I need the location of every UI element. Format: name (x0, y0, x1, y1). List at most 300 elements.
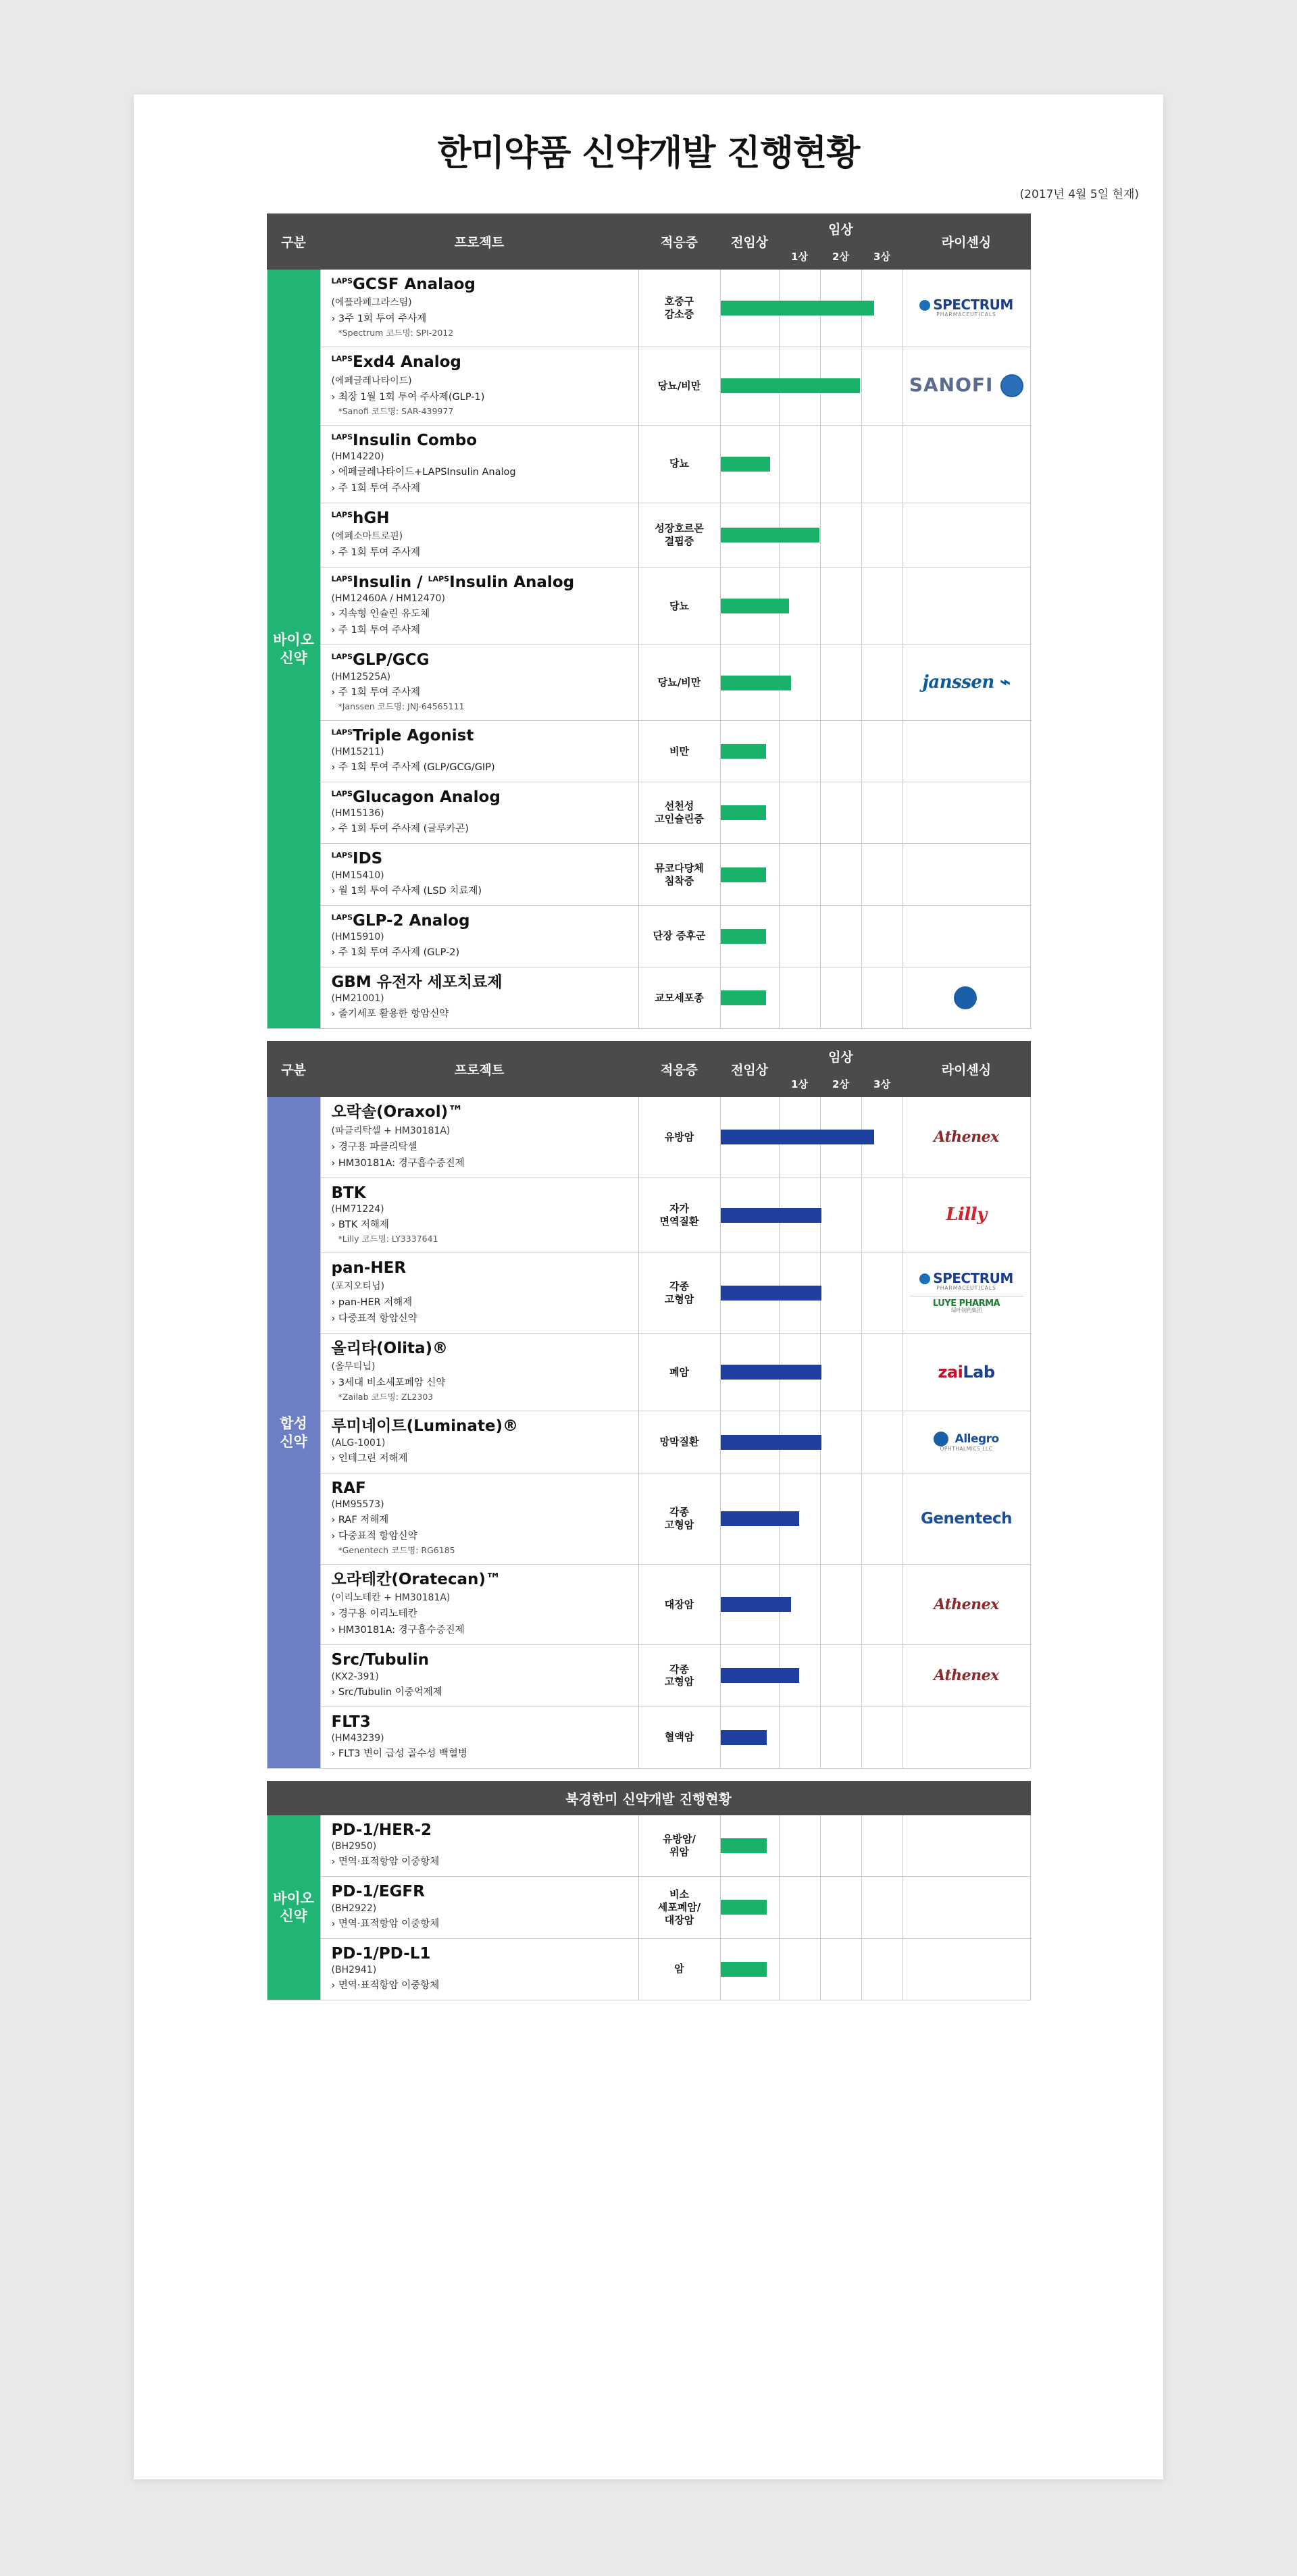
progress-bar (721, 1435, 821, 1450)
phase3-cell (861, 567, 902, 645)
project-note: *Janssen 코드명: JNJ-64565111 (338, 701, 465, 711)
project-detail: › 면역·표적항암 이중항체 (331, 1979, 440, 1991)
project-cell (320, 1411, 638, 1473)
preclinical-cell (720, 1815, 779, 1876)
preclinical-cell (720, 1411, 779, 1473)
project-cell (320, 1253, 638, 1333)
phase3-cell (861, 1334, 902, 1411)
project-prefix: LAPS (331, 510, 353, 520)
project-name: GBM 유전자 세포치료제 (331, 973, 503, 991)
phase1-cell (779, 844, 820, 905)
phase3-cell (861, 844, 902, 905)
indication-cell: 각종 고형암 (638, 1253, 720, 1333)
project-code: (HM14220) (331, 451, 384, 462)
preclinical-cell (720, 1707, 779, 1768)
project-cell (320, 1815, 638, 1876)
project-code: (KX2-391) (331, 1671, 379, 1682)
license-cell (902, 1938, 1030, 2000)
project-code: (BH2950) (331, 1841, 377, 1852)
progress-bar (721, 457, 770, 472)
indication-cell: 당뇨 (638, 567, 720, 645)
phase2-cell (820, 1473, 861, 1564)
project-code: (에플라페그라스팀) (331, 297, 412, 309)
project-detail: › 에페글레나타이드+LAPSInsulin Analog (331, 466, 516, 478)
logo-luye-pharma: LUYE PHARMA 绿叶制药集团 (932, 1298, 1000, 1314)
license-cell (902, 1097, 1030, 1178)
logo-spectrum: SPECTRUM PHARMACEUTICALS (919, 298, 1013, 318)
project-name: PD-1/HER-2 (331, 1821, 432, 1839)
project-note: *Genentech 코드명: RG6185 (338, 1545, 455, 1556)
project-name: $^{LAPS}$GLP/GCG (331, 651, 430, 670)
phase2-cell (820, 1411, 861, 1473)
progress-bar (721, 1511, 799, 1526)
table-row[interactable] (267, 567, 1030, 645)
project-name: BTK (331, 1184, 366, 1202)
phase3-cell (861, 1707, 902, 1768)
title-block (134, 95, 1163, 175)
progress-bar (721, 1900, 767, 1915)
table-row[interactable] (267, 905, 1030, 967)
table-row[interactable] (267, 782, 1030, 844)
table-row[interactable] (267, 967, 1030, 1028)
col-project: 프로젝트 (320, 1042, 638, 1097)
progress-bar (721, 1365, 821, 1380)
project-code: (HM15910) (331, 931, 384, 942)
project-cell (320, 905, 638, 967)
progress-bar (721, 805, 766, 820)
table-row[interactable] (267, 1707, 1030, 1768)
progress-bar (721, 929, 766, 944)
project-name: Src/Tubulin (331, 1651, 429, 1669)
phase3-cell (861, 1253, 902, 1333)
project-cell (320, 270, 638, 347)
phase2-cell (820, 844, 861, 905)
as-of-date: (2017년 4월 5일 현재) (1019, 188, 1139, 201)
project-code: (HM12525A) (331, 671, 391, 682)
preclinical-cell (720, 567, 779, 645)
project-cell (320, 425, 638, 503)
phase2-cell (820, 720, 861, 782)
project-code: (올무티닙) (331, 1361, 376, 1373)
col-license: 라이센싱 (902, 214, 1030, 270)
phase3-cell (861, 1178, 902, 1253)
logo-athenex: Athenex (934, 1128, 999, 1146)
col-preclinical: 전임상 (720, 1042, 779, 1097)
project-detail: › 최장 1월 1회 투여 주사제(GLP-1) (331, 391, 485, 403)
project-name: pan-HER (331, 1259, 407, 1277)
project-detail: › 다중표적 항암신약 (331, 1531, 417, 1542)
table-row[interactable] (267, 1253, 1030, 1333)
phase2-cell (820, 503, 861, 567)
project-code: (HM43239) (331, 1732, 384, 1744)
phase2-cell (820, 1877, 861, 1938)
col-clinical: 임상 (779, 1042, 902, 1071)
project-detail: › 면역·표적항암 이중항체 (331, 1918, 440, 1929)
preclinical-cell (720, 782, 779, 844)
project-prefix: LAPS (331, 354, 353, 363)
indication-cell: 유방암 (638, 1097, 720, 1178)
project-name: $^{LAPS}$Exd4 Analog (331, 353, 461, 372)
project-code: (에페소마트로핀) (331, 531, 403, 542)
progress-bar (721, 1838, 767, 1853)
indication-cell: 자가 면역질환 (638, 1178, 720, 1253)
spectrum-mark-icon (919, 1273, 930, 1284)
project-prefix: LAPS (331, 851, 353, 860)
project-cell (320, 503, 638, 567)
progress-bar (721, 599, 789, 613)
preclinical-cell (720, 1473, 779, 1564)
project-cell (320, 1707, 638, 1768)
logo-genentech: Genentech (921, 1509, 1012, 1527)
phase1-cell (779, 1815, 820, 1876)
table-row[interactable] (267, 1815, 1030, 1876)
project-name: 루미네이트(Luminate)® (331, 1417, 518, 1436)
project-note: *Spectrum 코드명: SPI-2012 (338, 328, 454, 338)
project-prefix: LAPS (331, 913, 353, 922)
logo-spectrum: SPECTRUM PHARMACEUTICALS (919, 1271, 1013, 1291)
indication-cell: 유방암/ 위암 (638, 1815, 720, 1876)
phase3-cell (861, 503, 902, 567)
preclinical-cell (720, 844, 779, 905)
phase3-cell (861, 425, 902, 503)
logo-sanofi: SANOFI (909, 374, 1023, 397)
report-sheet (134, 95, 1163, 2479)
logo-lilly: Lilly (946, 1205, 987, 1226)
project-name: FLT3 (331, 1713, 371, 1731)
table-row[interactable] (267, 1411, 1030, 1473)
project-name: $^{LAPS}$hGH (331, 509, 390, 527)
project-detail: › BTK 저해제 (331, 1219, 389, 1230)
phase3-cell (861, 720, 902, 782)
phase3-cell (861, 1565, 902, 1645)
license-cell (902, 1645, 1030, 1707)
phase2-cell (820, 567, 861, 645)
logo-zai-lab: zaiLab (938, 1362, 995, 1382)
project-detail: › HM30181A: 경구흡수증진제 (331, 1157, 465, 1169)
col-category: 구분 (267, 1042, 320, 1097)
project-cell (320, 1877, 638, 1938)
phase2-cell (820, 967, 861, 1028)
table-header-row (267, 214, 1030, 244)
license-cell (902, 782, 1030, 844)
project-code: (이리노테칸 + HM30181A) (331, 1592, 451, 1604)
col-license: 라이센싱 (902, 1042, 1030, 1097)
col-project: 프로젝트 (320, 214, 638, 270)
phase1-cell (779, 720, 820, 782)
project-cell (320, 1178, 638, 1253)
phase3-cell (861, 782, 902, 844)
logo-athenex: Athenex (934, 1595, 999, 1613)
project-cell (320, 782, 638, 844)
col-preclinical: 전임상 (720, 214, 779, 270)
phase3-cell (861, 1411, 902, 1473)
phase2-cell (820, 1565, 861, 1645)
phase2-cell (820, 1938, 861, 2000)
project-detail: › FLT3 변이 급성 골수성 백혈병 (331, 1748, 467, 1759)
project-detail: › 다중표적 항암신약 (331, 1313, 417, 1325)
project-code: (HM21001) (331, 993, 384, 1005)
project-prefix: LAPS (331, 652, 353, 661)
preclinical-cell (720, 645, 779, 720)
phase1-cell (779, 1938, 820, 2000)
project-detail: › 경구용 이리노테칸 (331, 1609, 417, 1620)
project-code: (파클리탁셀 + HM30181A) (331, 1125, 451, 1136)
col-phase1: 1상 (779, 244, 820, 270)
license-cell (902, 1815, 1030, 1876)
col-category: 구분 (267, 214, 320, 270)
license-cell (902, 425, 1030, 503)
project-name: PD-1/PD-L1 (331, 1944, 431, 1963)
indication-cell: 혈액암 (638, 1707, 720, 1768)
allegro-mark-icon (934, 1432, 948, 1446)
progress-bar (721, 1962, 767, 1977)
project-code: (HM15136) (331, 808, 384, 819)
phase1-cell (779, 1877, 820, 1938)
progress-table (267, 1041, 1031, 1769)
project-code: (HM15410) (331, 869, 384, 881)
progress-bar (721, 1130, 874, 1144)
phase1-cell (779, 425, 820, 503)
progress-bar (721, 378, 860, 393)
project-code: (에페글레나타이드) (331, 375, 412, 386)
table-row[interactable] (267, 347, 1030, 425)
license-cell (902, 844, 1030, 905)
project-detail: › 줄기세포 활용한 항암신약 (331, 1009, 449, 1020)
table-row[interactable] (267, 1097, 1030, 1178)
project-name: RAF (331, 1479, 366, 1497)
project-detail: › 경구용 파클리탁셀 (331, 1141, 417, 1153)
phase3-cell (861, 1877, 902, 1938)
indication-cell: 성장호르몬 결핍증 (638, 503, 720, 567)
indication-cell: 대장암 (638, 1565, 720, 1645)
table-row[interactable] (267, 425, 1030, 503)
table-row[interactable] (267, 1178, 1030, 1253)
project-code: (HM15211) (331, 747, 384, 758)
progress-table (267, 1781, 1031, 2000)
license-cell (902, 1178, 1030, 1253)
table-row[interactable] (267, 270, 1030, 347)
indication-cell: 각종 고형암 (638, 1645, 720, 1707)
beijing-section (134, 1781, 1163, 2000)
phase1-cell (779, 967, 820, 1028)
table-row[interactable] (267, 1645, 1030, 1707)
phase2-cell (820, 782, 861, 844)
project-name: $^{LAPS}$Insulin Combo (331, 431, 478, 449)
license-cell (902, 1253, 1030, 1333)
project-detail: › 주 1회 투여 주사제 (331, 686, 421, 698)
license-cell (902, 567, 1030, 645)
project-code: (HM95573) (331, 1499, 384, 1511)
project-detail: › 주 1회 투여 주사제 (글루카곤) (331, 824, 469, 835)
preclinical-cell (720, 1645, 779, 1707)
project-detail: › RAF 저해제 (331, 1515, 389, 1526)
preclinical-cell (720, 1097, 779, 1178)
license-cell (902, 1334, 1030, 1411)
license-cell (902, 1707, 1030, 1768)
project-prefix: LAPS (331, 574, 353, 584)
project-detail: › pan-HER 저해제 (331, 1297, 413, 1309)
project-note: *Lilly 코드명: LY3337641 (338, 1233, 438, 1244)
preclinical-cell (720, 1178, 779, 1253)
project-prefix: LAPS (331, 276, 353, 286)
partner-seal-icon (954, 986, 977, 1009)
phase2-cell (820, 1707, 861, 1768)
progress-bar (721, 528, 819, 542)
project-cell (320, 1473, 638, 1564)
table-header-row (267, 1042, 1030, 1071)
phase2-cell (820, 1253, 861, 1333)
project-name: $^{LAPS}$Insulin / $^{LAPS}$Insulin Analog (331, 574, 575, 592)
phase3-cell (861, 967, 902, 1028)
section-title: 북경한미 신약개발 진행현황 (267, 1781, 1030, 1815)
sanofi-mark-icon (1000, 374, 1023, 397)
project-prefix: LAPS (331, 789, 353, 799)
category-cell: 바이오 신약 (267, 270, 320, 1029)
project-note: *Zailab 코드명: ZL2303 (338, 1392, 434, 1403)
indication-cell: 비소 세포폐암/ 대장암 (638, 1877, 720, 1938)
project-code: (HM12460A / HM12470) (331, 593, 445, 605)
project-name: PD-1/EGFR (331, 1883, 425, 1901)
col-clinical: 임상 (779, 214, 902, 244)
license-cell (902, 1473, 1030, 1564)
phase3-cell (861, 905, 902, 967)
table-row[interactable] (267, 503, 1030, 567)
preclinical-cell (720, 905, 779, 967)
project-detail: › 3주 1회 투여 주사제 (331, 313, 427, 325)
col-indication: 적응증 (638, 1042, 720, 1097)
table-row[interactable] (267, 1473, 1030, 1564)
category-cell: 합성 신약 (267, 1097, 320, 1769)
category-cell: 바이오 신약 (267, 1815, 320, 2000)
project-cell (320, 1938, 638, 2000)
project-cell (320, 347, 638, 425)
project-name: 오라테칸(Oratecan)™ (331, 1571, 501, 1589)
phase3-cell (861, 1473, 902, 1564)
logo-janssen: janssen ⌁ (922, 672, 1011, 692)
license-cell (902, 720, 1030, 782)
preclinical-cell (720, 720, 779, 782)
project-detail: › 지속형 인슐린 유도체 (331, 609, 430, 620)
license-cell (902, 503, 1030, 567)
logo-gbm-partner (954, 986, 980, 1009)
progress-bar (721, 1668, 799, 1683)
indication-cell: 당뇨/비만 (638, 645, 720, 720)
project-cell (320, 1645, 638, 1707)
indication-cell: 당뇨 (638, 425, 720, 503)
phase3-cell (861, 1815, 902, 1876)
indication-cell: 호중구 감소증 (638, 270, 720, 347)
license-cell (902, 967, 1030, 1028)
project-name: $^{LAPS}$Glucagon Analog (331, 788, 501, 807)
phase1-cell (779, 905, 820, 967)
preclinical-cell (720, 270, 779, 347)
col-phase3: 3상 (861, 1071, 902, 1097)
bio-section (134, 213, 1163, 1029)
phase3-cell (861, 347, 902, 425)
project-detail: › 주 1회 투여 주사제 (331, 625, 421, 636)
table-row[interactable] (267, 844, 1030, 905)
col-phase2: 2상 (820, 1071, 861, 1097)
phase2-cell (820, 905, 861, 967)
col-phase3: 3상 (861, 244, 902, 270)
phase1-cell (779, 1707, 820, 1768)
preclinical-cell (720, 967, 779, 1028)
table-row[interactable] (267, 720, 1030, 782)
license-cell (902, 1411, 1030, 1473)
project-name: $^{LAPS}$Triple Agonist (331, 726, 474, 744)
progress-bar (721, 1597, 791, 1612)
progress-bar (721, 990, 766, 1005)
col-phase1: 1상 (779, 1071, 820, 1097)
license-cell (902, 1877, 1030, 1938)
project-cell (320, 967, 638, 1028)
project-detail: › 면역·표적항암 이중항체 (331, 1857, 440, 1868)
logo-allegro: Allegro OPHTHALMICS LLC (934, 1432, 999, 1452)
phase1-cell (779, 782, 820, 844)
indication-cell: 암 (638, 1938, 720, 2000)
project-code: (포지오티닙) (331, 1281, 385, 1292)
phase2-cell (820, 1178, 861, 1253)
preclinical-cell (720, 425, 779, 503)
table-row[interactable] (267, 1877, 1030, 1938)
indication-cell: 단장 증후군 (638, 905, 720, 967)
indication-cell: 선천성 고인슐린증 (638, 782, 720, 844)
col-indication: 적응증 (638, 214, 720, 270)
project-name: $^{LAPS}$GCSF Analaog (331, 276, 476, 293)
license-cell (902, 645, 1030, 720)
project-name: $^{LAPS}$GLP-2 Analog (331, 911, 470, 930)
phase2-cell (820, 1645, 861, 1707)
project-detail: › HM30181A: 경구흡수증진제 (331, 1625, 465, 1636)
preclinical-cell (720, 347, 779, 425)
table-row[interactable] (267, 1565, 1030, 1645)
col-phase2: 2상 (820, 244, 861, 270)
project-detail: › 3세대 비소세포폐암 신약 (331, 1378, 446, 1389)
table-row[interactable] (267, 1334, 1030, 1411)
preclinical-cell (720, 1565, 779, 1645)
table-row[interactable] (267, 1938, 1030, 2000)
preclinical-cell (720, 1334, 779, 1411)
indication-cell: 망막질환 (638, 1411, 720, 1473)
phase2-cell (820, 1815, 861, 1876)
progress-table (267, 213, 1031, 1029)
preclinical-cell (720, 1938, 779, 2000)
progress-bar (721, 1208, 821, 1223)
phase3-cell (861, 1645, 902, 1707)
project-detail: › Src/Tubulin 이중억제제 (331, 1686, 442, 1698)
license-cell (902, 1565, 1030, 1645)
project-detail: › 월 1회 투여 주사제 (LSD 치료제) (331, 885, 482, 896)
license-cell (902, 905, 1030, 967)
project-cell (320, 645, 638, 720)
table-row[interactable] (267, 645, 1030, 720)
indication-cell: 뮤코다당체 침착증 (638, 844, 720, 905)
phase2-cell (820, 645, 861, 720)
project-cell (320, 720, 638, 782)
project-name: $^{LAPS}$IDS (331, 850, 383, 868)
phase2-cell (820, 1334, 861, 1411)
indication-cell: 각종 고형암 (638, 1473, 720, 1564)
indication-cell: 폐암 (638, 1334, 720, 1411)
project-prefix: LAPS (331, 728, 353, 737)
project-detail: › 인테그린 저해제 (331, 1453, 408, 1464)
progress-bar (721, 676, 791, 690)
project-code: (BH2941) (331, 1964, 377, 1975)
license-cell (902, 270, 1030, 347)
project-name: 오락솔(Oraxol)™ (331, 1103, 464, 1121)
indication-cell: 비만 (638, 720, 720, 782)
project-cell (320, 844, 638, 905)
